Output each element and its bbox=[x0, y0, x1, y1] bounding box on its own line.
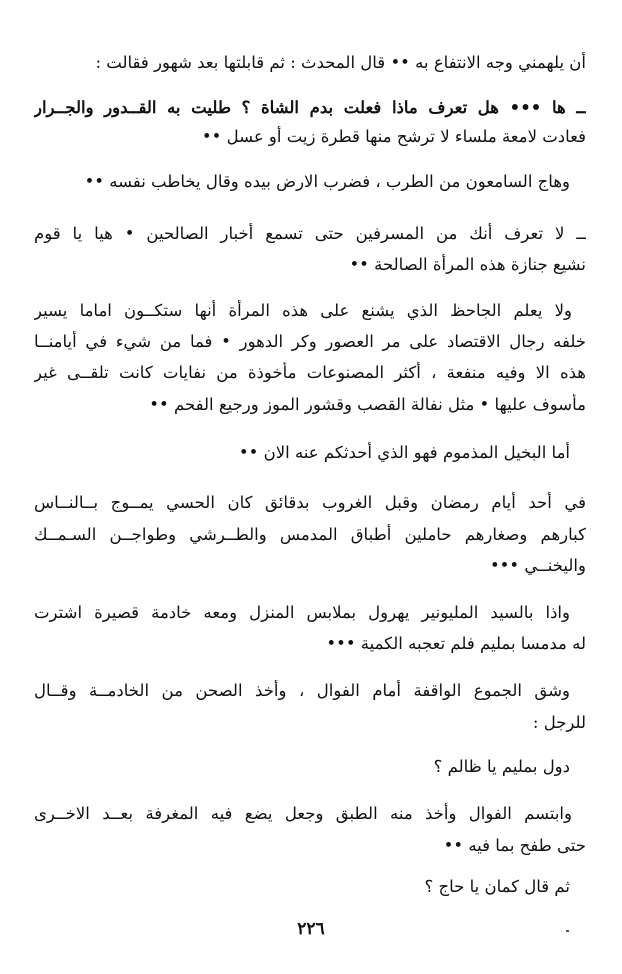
text-line-3: فعادت لامعة ملساء لا ترشح منها قطرة زيت أو عسل •• bbox=[201, 127, 586, 146]
text-line-17: وشق الجموع الواقفة أمام الفوال ، وأخذ الصحن من الخادمــة وقــال bbox=[34, 681, 570, 700]
text-line-22: ثم قال كمان يا حاج ؟ bbox=[424, 877, 570, 896]
text-line-8: خلفه رجال الاقتصاد على مر العصور وكر الدهور • فما من شيء في أيامنــا bbox=[34, 332, 586, 351]
text-line-13: كبارهم وصغارهم حاملين أطباق المدمس والطــرشي وطواجــن السـمــك bbox=[34, 525, 586, 544]
text-line-1: أن يلهمني وجه الانتفاع به •• قال المحدث : ثم قابلتها بعد شهور فقالت : bbox=[95, 53, 586, 72]
text-line-19: دول بمليم يا ظالم ؟ bbox=[433, 757, 570, 776]
text-line-4: وهاج السامعون من الطرب ، فضرب الارض بيده وقال يخاطب نفسه •• bbox=[84, 172, 570, 191]
text-line-12: في أحد أيام رمضان وقبل الغروب بدقائق كان الحسي يمــوج بــالنــاس bbox=[34, 493, 586, 512]
scan-speck bbox=[566, 930, 569, 932]
text-line-15: واذا بالسيد المليونير يهرول بملابس المنزل ومعه خادمة قصيرة اشترت bbox=[34, 603, 570, 622]
text-line-21: حتى طفح بما فيه •• bbox=[443, 836, 586, 855]
text-line-14: واليخنــي ••• bbox=[489, 556, 586, 575]
text-line-5: ــ لا تعرف أنك من المسرفين حتى تسمع أخبار الصالحين • هيا يا قوم bbox=[34, 224, 586, 243]
page-number: ٢٢٦ bbox=[297, 919, 325, 939]
text-line-6: نشيع جنازة هذه المرأة الصالحة •• bbox=[349, 255, 586, 274]
text-line-9: هذه الا وفيه منفعة ، أكثر المصنوعات مأخوذة من نفايات كانت تلقــى غير bbox=[34, 363, 586, 382]
text-line-20: وابتسم الفوال وأخذ منه الطبق وجعل يضع فيه المغرفة بعــد الاخــرى bbox=[34, 804, 572, 823]
text-line-10: مأسوف عليها • مثل نفالة القصب وقشور الموز ورجيع الفحم •• bbox=[149, 395, 586, 414]
text-line-7: ولا يعلم الجاحظ الذي يشنع على هذه المرأة أنها ستكــون اماما يسير bbox=[34, 301, 572, 320]
text-line-16: له مدمسا بمليم فلم تعجبه الكمية ••• bbox=[326, 634, 586, 653]
text-line-2: ــ ها ••• هل تعرف ماذا فعلت بدم الشاة ؟ طليت به القــدور والجــرار bbox=[34, 98, 586, 117]
text-line-18: للرجل : bbox=[532, 713, 586, 732]
text-line-11: أما البخيل المذموم فهو الذي أحدثكم عنه الان •• bbox=[238, 443, 570, 462]
